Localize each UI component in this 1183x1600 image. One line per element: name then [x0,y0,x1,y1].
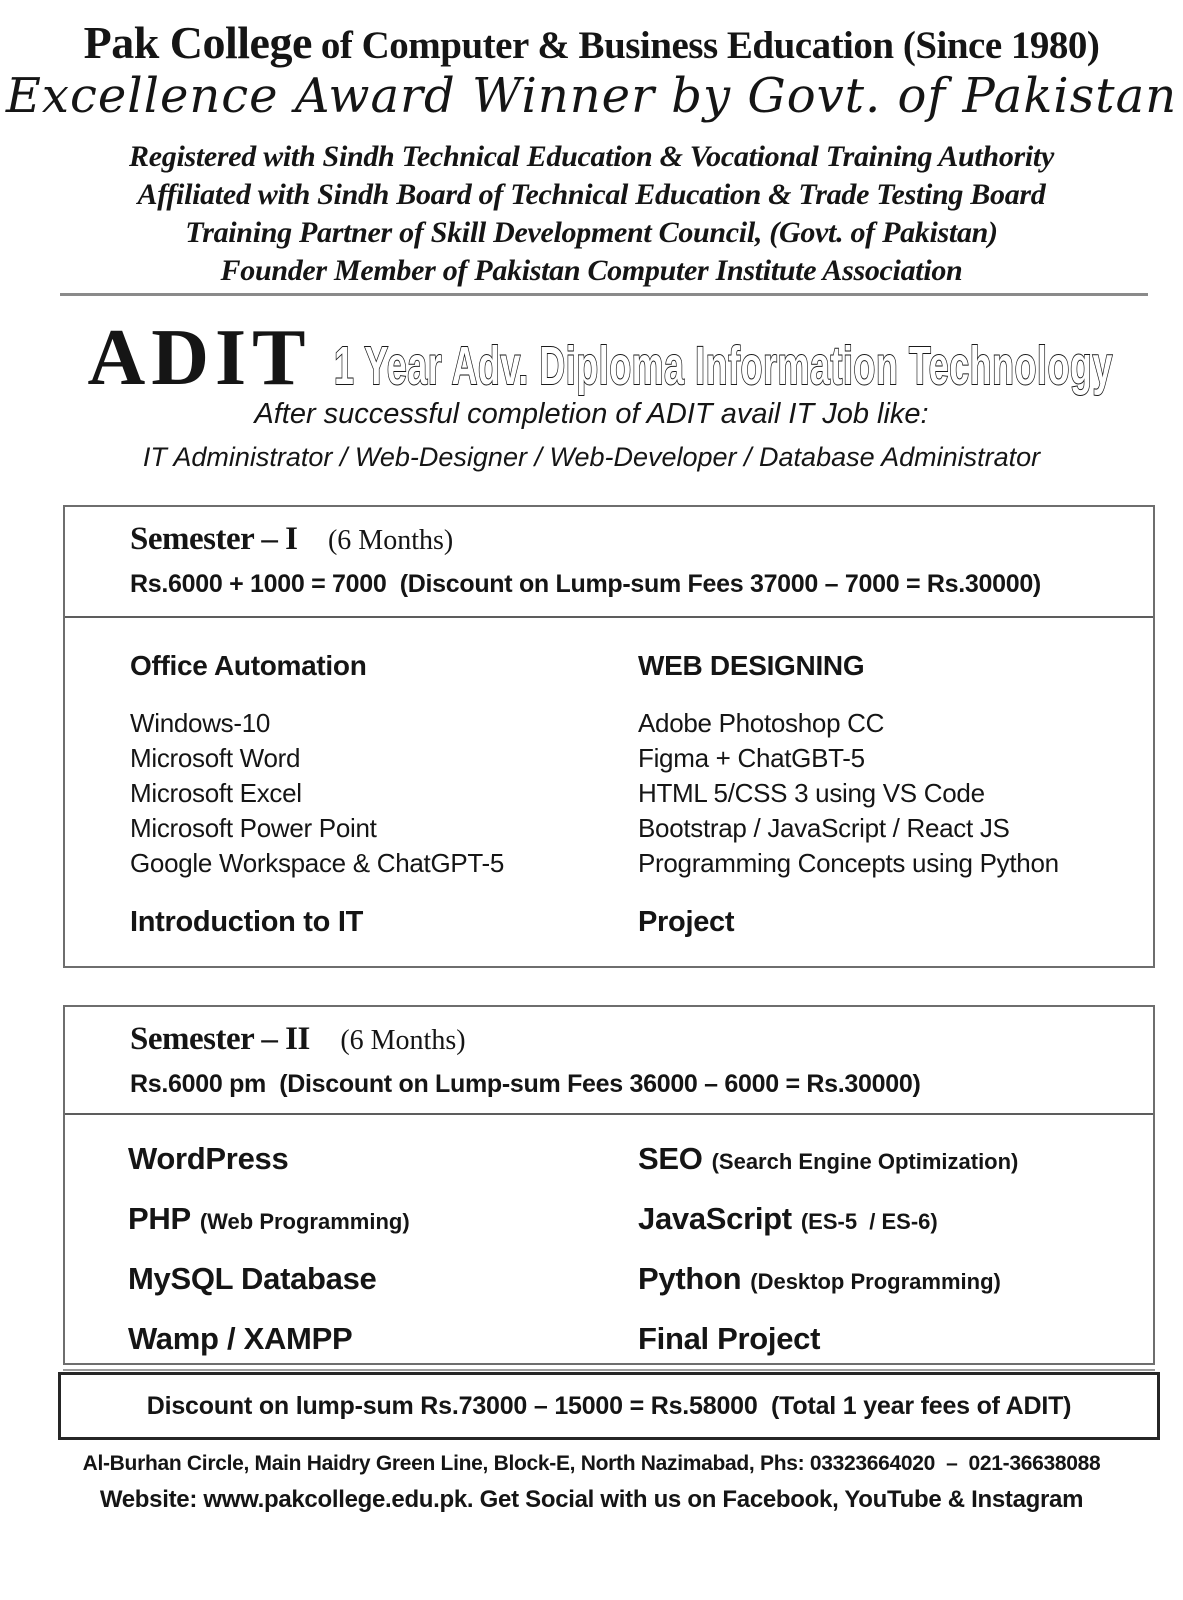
course-row [128,1321,1133,1357]
course-item: PHP [128,1201,191,1236]
course-note: (ES-5 / ES-6) [800,1209,938,1234]
semester1-header [65,507,1153,618]
college-name-suffix: of Computer & Business Education (Since 1980) [320,24,1100,67]
semester2-duration: (6 Months) [340,1025,466,1056]
discount-banner [58,1372,1160,1440]
program-name: 1 Year Adv. Diploma Information Technology [333,336,1113,396]
course-item: Final Project [638,1321,821,1356]
credentials-block [0,138,1183,290]
semester2-header [65,1007,1153,1115]
course-item: JavaScript [638,1201,792,1236]
course-item: Adobe Photoshop CC [638,708,885,738]
semester2-body [65,1115,1153,1357]
program-headline [0,314,1183,402]
college-name: Pak College [83,17,312,68]
course-item: Figma + ChatGBT-5 [638,743,865,773]
semester2-fees: Rs.6000 pm (Discount on Lump-sum Fees 36000 – 6000 = Rs.30000) [130,1070,921,1098]
course-item: Wamp / XAMPP [128,1321,353,1356]
web-designing-course-list [638,706,1133,881]
course-item: Microsoft Power Point [130,813,377,843]
footer-website: Website: www.pakcollege.edu.pk. Get Social with us on Facebook, YouTube & Instagram [99,1486,1084,1513]
course-row [128,1141,1133,1177]
excellence-award-tagline: Excellence Award Winner by Govt. of Pakistan [5,68,1178,124]
jobs-intro-line: After successful completion of ADIT avail IT Job like: [254,398,929,430]
office-automation-heading: Office Automation [130,650,367,681]
header-divider-rule [60,293,1148,296]
course-item: WordPress [128,1141,289,1176]
footer-address: Al-Burhan Circle, Main Haidry Green Line, Block-E, North Nazimabad, Phs: 03323664020 – 021-36638088 [82,1452,1101,1475]
semester1-body [65,618,1153,939]
course-note: (Search Engine Optimization) [711,1149,1019,1174]
course-note: (Web Programming) [199,1209,410,1234]
course-item: MySQL Database [128,1261,377,1296]
course-item: Bootstrap / JavaScript / React JS [638,813,1010,843]
project-heading: Project [638,906,735,938]
program-acronym: ADIT [87,314,312,402]
jobs-list-line: IT Administrator / Web-Designer / Web-Developer / Database Administrator [142,442,1041,472]
course-item: Microsoft Word [130,743,301,773]
semester2-card [63,1005,1155,1365]
semester1-duration: (6 Months) [327,525,454,556]
office-automation-course-list [130,706,638,881]
intro-to-it-heading: Introduction to IT [130,906,363,938]
semester1-fees: Rs.6000 + 1000 = 7000 (Discount on Lump-sum Fees 37000 – 7000 = Rs.30000) [130,570,1041,598]
program-name-wrap [333,336,1113,396]
course-item: Google Workspace & ChatGPT-5 [130,848,505,878]
web-designing-heading: WEB DESIGNING [638,650,865,681]
course-item: SEO [638,1141,703,1176]
course-item: HTML 5/CSS 3 using VS Code [638,778,985,808]
college-title [0,16,1183,69]
semester2-title: Semester – II [130,1021,310,1057]
course-row [128,1201,1133,1237]
course-row [128,1261,1133,1297]
course-item: Windows-10 [130,708,271,738]
semester1-card [63,505,1155,968]
discount-banner-text: Discount on lump-sum Rs.73000 – 15000 = Rs.58000 (Total 1 year fees of ADIT) [146,1391,1072,1420]
credential-line-affiliated: Affiliated with Sindh Board of Technical Education & Trade Testing Board [137,178,1046,211]
course-item: Programming Concepts using Python [638,848,1059,878]
credential-line-training-partner: Training Partner of Skill Development Council, (Govt. of Pakistan) [185,216,998,249]
semester1-title: Semester – I [130,521,298,557]
semester2-bottom-underline [63,1369,1155,1371]
course-item: Python [638,1261,742,1296]
course-item: Microsoft Excel [130,778,302,808]
course-note: (Desktop Programming) [750,1269,1001,1294]
credential-line-founder-member: Founder Member of Pakistan Computer Institute Association [220,254,963,287]
credential-line-registered: Registered with Sindh Technical Education & Vocational Training Authority [129,140,1054,173]
